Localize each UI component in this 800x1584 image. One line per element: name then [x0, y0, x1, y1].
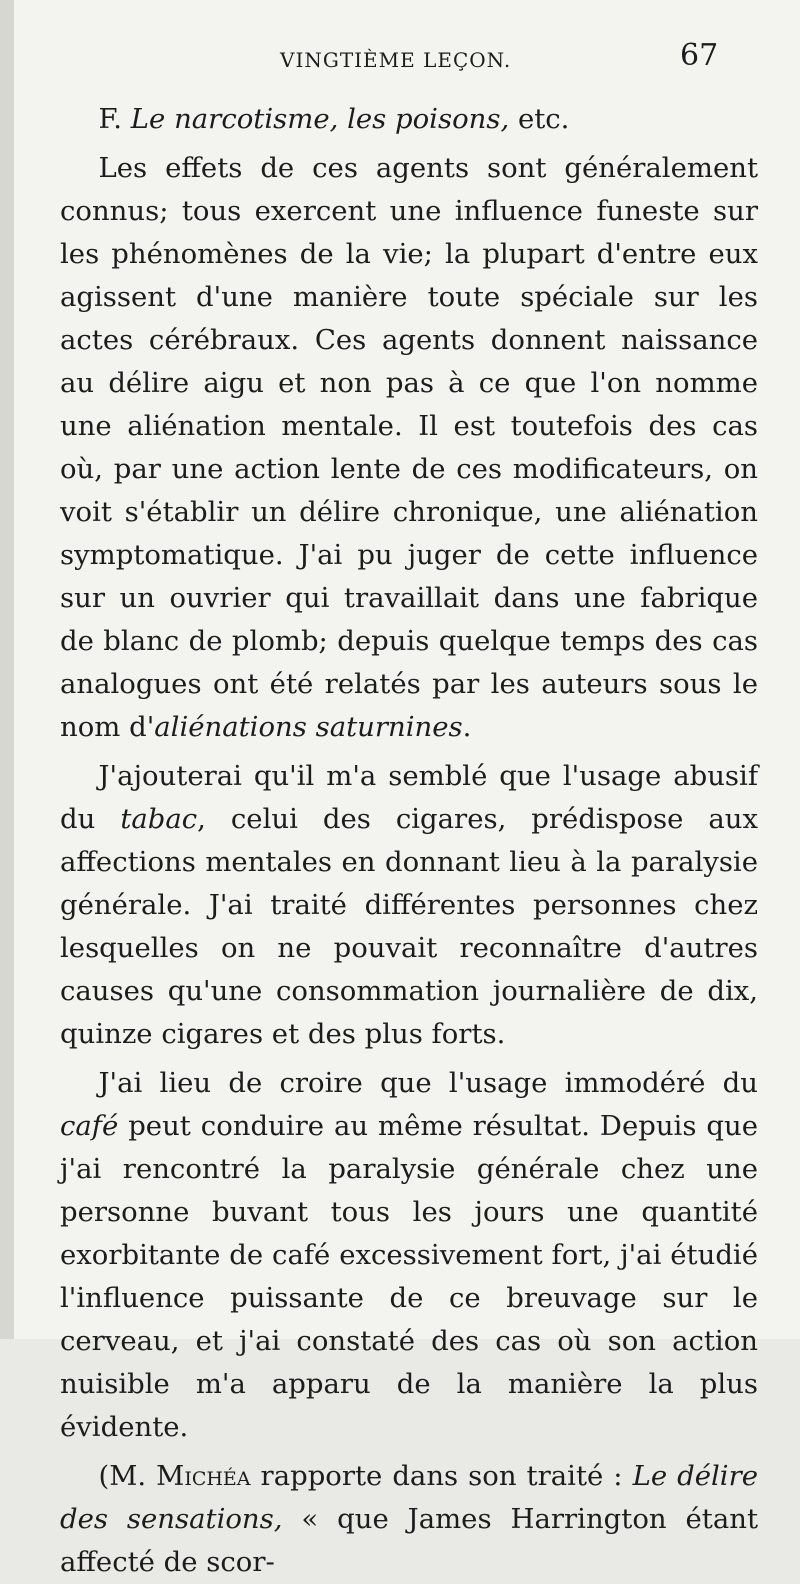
paragraph-tabac-after: , celui des cigares, prédispose aux affections mentales en donnant lieu à la paralysie générale. J'ai traité différentes personnes chez lesquelles on ne pouvait reconnaître d'autres causes qu'une consommation journalière de dix, quinze cigares et des plus forts.: [60, 803, 758, 1050]
running-header: VINGTIÈME LEÇON.: [280, 48, 512, 72]
body-text: [60, 98, 758, 1584]
paragraph-cafe: [60, 1062, 758, 1449]
paragraph-poisons: [60, 147, 758, 749]
page-gutter-shadow: [0, 0, 14, 1339]
paragraph-michea-after: « que James Harrington étant affecté de scor-: [60, 1503, 758, 1578]
paragraph-poisons-text: Les effets de ces agents sont généralement connus; tous exercent une influence funeste sur les phénomènes de la vie; la plupart d'entre eux agissent d'une manière toute spéciale sur les actes cérébraux. Ces agents donnent naissance au délire aigu et non pas à ce que l'on nomme une aliénation mentale. Il est toutefois des cas où, par une action lente de ces modificateurs, on voit s'établir un délire chronique, une aliénation symptomatique. J'ai pu juger de cette influence sur un ouvrier qui travaillait dans une fabrique de blanc de plomb; depuis quelque temps des cas analogues ont été relatés par les auteurs sous le nom d': [60, 152, 758, 743]
paragraph-tabac: [60, 755, 758, 1056]
section-suffix: etc.: [517, 103, 570, 135]
paragraph-poisons-end: .: [462, 711, 472, 743]
book-title: Le délire des sensations,: [60, 1460, 759, 1535]
author-name: Michéa: [156, 1460, 251, 1492]
section-letter: F.: [98, 103, 123, 135]
section-title: Le narcotisme, les poisons,: [130, 103, 510, 135]
paragraph-michea-mid: rapporte dans son traité :: [250, 1460, 633, 1492]
paragraph-michea-open: (M.: [98, 1460, 157, 1492]
paragraph-tabac-before: J'ajouterai qu'il m'a semblé que l'usage abusif du: [60, 760, 758, 835]
paragraph-tabac-italic: tabac: [120, 803, 198, 835]
section-heading: [60, 98, 758, 141]
paragraph-poisons-italic: aliénations saturnines: [154, 711, 463, 743]
page-number: 67: [680, 38, 719, 73]
paragraph-cafe-italic: café: [60, 1110, 119, 1142]
paragraph-cafe-after: peut conduire au même résultat. Depuis que j'ai rencontré la paralysie générale chez une personne buvant tous les jours une quantité exorbitante de café excessivement fort, j'ai étudié l'influence puissante de ce breuvage sur le cerveau, et j'ai constaté des cas où son action nuisible m'a apparu de la manière la plus évidente.: [60, 1110, 758, 1443]
paragraph-cafe-before: J'ai lieu de croire que l'usage immodéré du: [98, 1067, 758, 1099]
paragraph-michea: [60, 1455, 758, 1584]
